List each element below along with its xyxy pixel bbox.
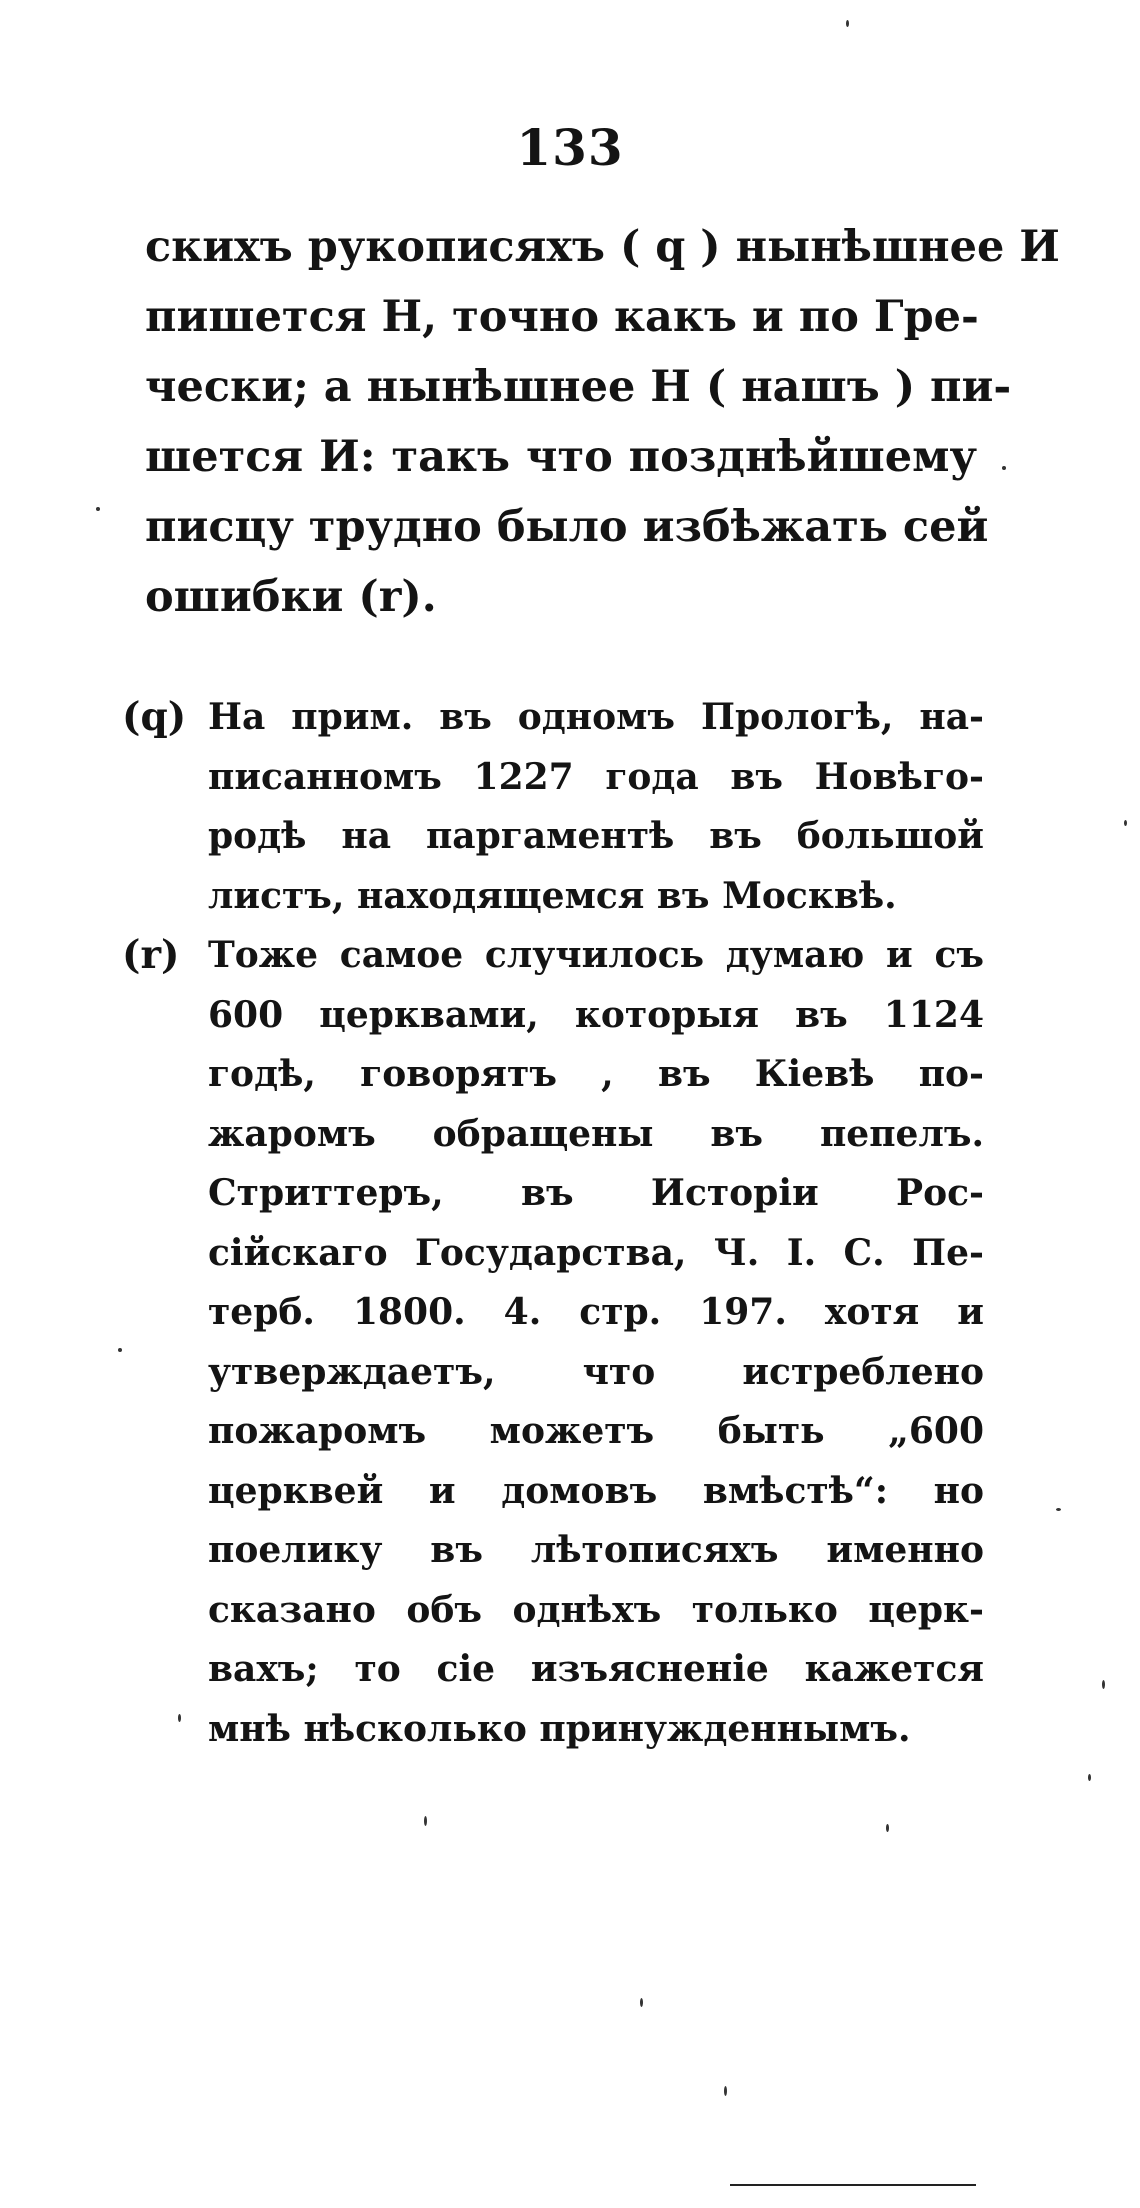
footnote-line: мнѣ нѣсколько принужденнымъ. <box>208 1707 911 1750</box>
scan-speck <box>178 1714 181 1722</box>
main-text-line: шется И: такъ что позднѣйшему <box>145 432 977 482</box>
footnote-line: сійскаго Государства, Ч. I. С. Пе- <box>208 1231 984 1274</box>
footnote-line: поелику въ лѣтописяхъ именно <box>208 1529 984 1571</box>
footnote-marker: (r) <box>122 932 180 978</box>
footnote-line: 600 церквами, которыя въ 1124 <box>208 993 984 1036</box>
main-text-block <box>145 212 1060 632</box>
main-text-line: ошибки (r). <box>145 572 437 622</box>
page-number: 133 <box>516 118 624 177</box>
scan-speck <box>1088 1774 1091 1781</box>
footnote-line: церквей и домовъ вмѣстѣ“: но <box>208 1469 984 1512</box>
main-text-line: чески; а нынѣшнее Н ( нашъ ) пи- <box>145 362 1012 412</box>
scan-edge-line <box>730 2184 976 2186</box>
footnote-line: листъ, находящемся въ Москвѣ. <box>208 874 897 917</box>
footnote-line: годѣ, говорятъ , въ Кіевѣ по- <box>208 1053 984 1095</box>
scan-speck <box>118 1348 122 1352</box>
scan-speck <box>424 1816 427 1826</box>
footnote-line: вахъ; то сіе изъясненіе кажется <box>208 1648 984 1690</box>
scan-speck <box>1124 820 1127 826</box>
footnote-text <box>208 926 984 1759</box>
scan-speck <box>724 2086 727 2096</box>
footnote-q <box>122 688 984 926</box>
footnote-line: Стриттеръ, въ Исторіи Рос- <box>208 1172 984 1214</box>
footnotes <box>122 688 984 1759</box>
scan-speck <box>886 1824 889 1832</box>
footnote-line: сказано объ однѣхъ только церк- <box>208 1588 984 1631</box>
footnote-text <box>208 688 984 926</box>
footnote-line: жаромъ обращены въ пепелъ. <box>208 1112 984 1155</box>
footnote-r <box>122 926 984 1759</box>
scan-speck <box>640 1998 643 2007</box>
footnote-line: родѣ на паргаментѣ въ большой <box>208 815 984 857</box>
scan-speck <box>96 507 100 511</box>
main-text-line: пишется Н, точно какъ и по Гре- <box>145 292 979 342</box>
scan-speck <box>846 20 849 27</box>
main-text-line: писцу трудно было избѣжать сей <box>145 502 989 552</box>
scan-speck <box>1102 1680 1105 1689</box>
footnote-line: терб. 1800. 4. стр. 197. хотя и <box>208 1291 984 1333</box>
footnote-line: На прим. въ одномъ Прологѣ, на- <box>208 696 984 738</box>
footnote-line: пожаромъ можетъ быть „600 <box>208 1410 984 1452</box>
footnote-marker: (q) <box>122 694 187 740</box>
scan-speck <box>1002 466 1006 470</box>
footnote-line: писанномъ 1227 года въ Новѣго- <box>208 755 984 798</box>
footnote-line: Тоже самое случилось думаю и съ <box>208 934 984 976</box>
footnote-line: утверждаетъ, что истреблено <box>208 1350 984 1393</box>
scan-speck <box>1056 1508 1061 1511</box>
main-text-line: скихъ рукописяхъ ( q ) нынѣшнее И <box>145 222 1060 272</box>
